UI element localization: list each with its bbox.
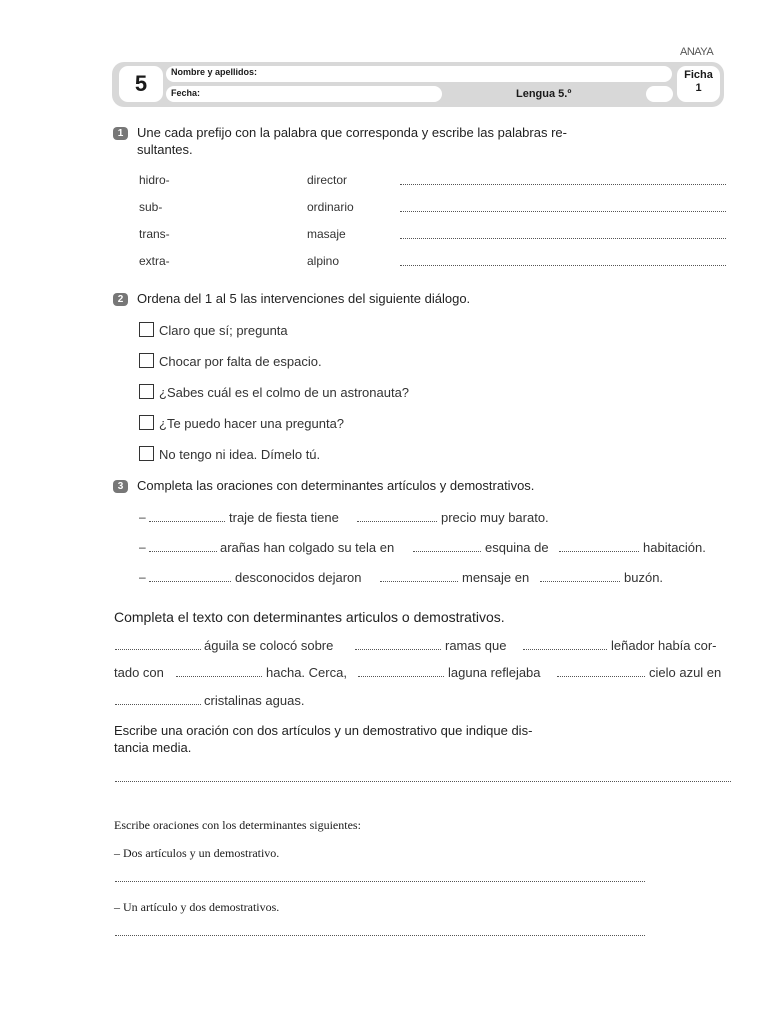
prefix-item: extra- [139,254,170,268]
blank-line[interactable] [557,676,645,677]
sentence-dash: – [139,570,146,584]
blank-line[interactable] [559,551,639,552]
answer-line[interactable] [115,935,645,936]
exercise1-instruction: Une cada prefijo con la palabra que corresponda y escribe las palabras re- [137,125,567,140]
order-checkbox[interactable] [139,322,154,337]
answer-line[interactable] [115,781,731,782]
dialogue-item: Claro que sí; pregunta [159,323,288,338]
sentence-text: arañas han colgado su tela en [220,540,395,555]
blank-line[interactable] [176,676,262,677]
exercise1-instruction-cont: sultantes. [137,142,193,157]
answer-line[interactable] [400,238,726,239]
exercise2-instruction: Ordena del 1 al 5 las intervenciones del siguiente diálogo. [137,291,471,306]
ficha-label: Ficha [684,69,713,81]
sentence-dash: – [139,540,146,554]
sentence-text: desconocidos dejaron [235,570,362,585]
sentence-text: precio muy barato. [441,510,549,525]
text-fragment: ramas que [445,638,507,653]
name-label: Nombre y apellidos: [171,67,258,77]
sentence-text: habitación. [643,540,706,555]
order-checkbox[interactable] [139,415,154,430]
answer-line[interactable] [400,211,726,212]
exercise5-instruction: Escribe una oración con dos artículos y un demostrativo que indique dis- [114,723,533,738]
sentence-dash: – [139,510,146,524]
word-item: ordinario [307,200,354,214]
exercise-number-badge: 1 [113,127,128,140]
blank-line[interactable] [115,704,201,705]
dialogue-item: Chocar por falta de espacio. [159,354,322,369]
dialogue-item: No tengo ni idea. Dímelo tú. [159,447,321,462]
prefix-item: sub- [139,200,163,214]
order-checkbox[interactable] [139,446,154,461]
exercise6-item: – Dos artículos y un demostrativo. [114,846,280,860]
blank-line[interactable] [380,581,458,582]
answer-line[interactable] [115,881,645,882]
exercise5-instruction-cont: tancia media. [114,740,192,755]
exercise4-instruction: Completa el texto con determinantes articulos o demostrativos. [114,609,505,625]
date-field[interactable] [166,86,442,102]
text-fragment: leñador había cor- [611,638,717,653]
exercise-number-badge: 2 [113,293,128,306]
sentence-text: esquina de [485,540,549,555]
blank-line[interactable] [523,649,607,650]
text-fragment: tado con [114,665,164,680]
answer-line[interactable] [400,265,726,266]
exercise-number-badge: 3 [113,480,128,493]
word-item: alpino [307,254,340,268]
text-fragment: hacha. Cerca, [266,665,347,680]
prefix-item: trans- [139,227,170,241]
dialogue-item: ¿Te puedo hacer una pregunta? [159,416,345,431]
exercise3-instruction: Completa las oraciones con determinantes artículos y demostrativos. [137,478,535,493]
date-label: Fecha: [171,88,201,98]
blank-line[interactable] [357,521,437,522]
text-fragment: cielo azul en [649,665,722,680]
text-fragment: cristalinas aguas. [204,693,305,708]
unit-number: 5 [119,66,163,102]
blank-line[interactable] [358,676,444,677]
blank-line[interactable] [149,581,231,582]
sentence-text: buzón. [624,570,664,585]
ficha-box [677,66,720,102]
text-fragment: águila se colocó sobre [204,638,334,653]
publisher-logo: ANAYA [680,46,714,58]
word-item: director [307,173,348,187]
prefix-item: hidro- [139,173,170,187]
subject-label: Lengua 5.º [516,88,572,100]
blank-line[interactable] [149,521,225,522]
order-checkbox[interactable] [139,353,154,368]
sentence-text: traje de fiesta tiene [229,510,339,525]
blank-line[interactable] [355,649,441,650]
sentence-text: mensaje en [462,570,530,585]
blank-line[interactable] [413,551,481,552]
dialogue-item: ¿Sabes cuál es el colmo de un astronauta? [159,385,410,400]
word-item: masaje [307,227,346,241]
exercise6-item: – Un artículo y dos demostrativos. [114,900,280,914]
blank-line[interactable] [115,649,201,650]
blank-line[interactable] [149,551,217,552]
order-checkbox[interactable] [139,384,154,399]
answer-line[interactable] [400,184,726,185]
exercise6-instruction: Escribe oraciones con los determinantes siguientes: [114,818,361,832]
blank-field[interactable] [646,86,673,102]
blank-line[interactable] [540,581,620,582]
ficha-number: 1 [695,82,702,94]
text-fragment: laguna reflejaba [448,665,541,680]
